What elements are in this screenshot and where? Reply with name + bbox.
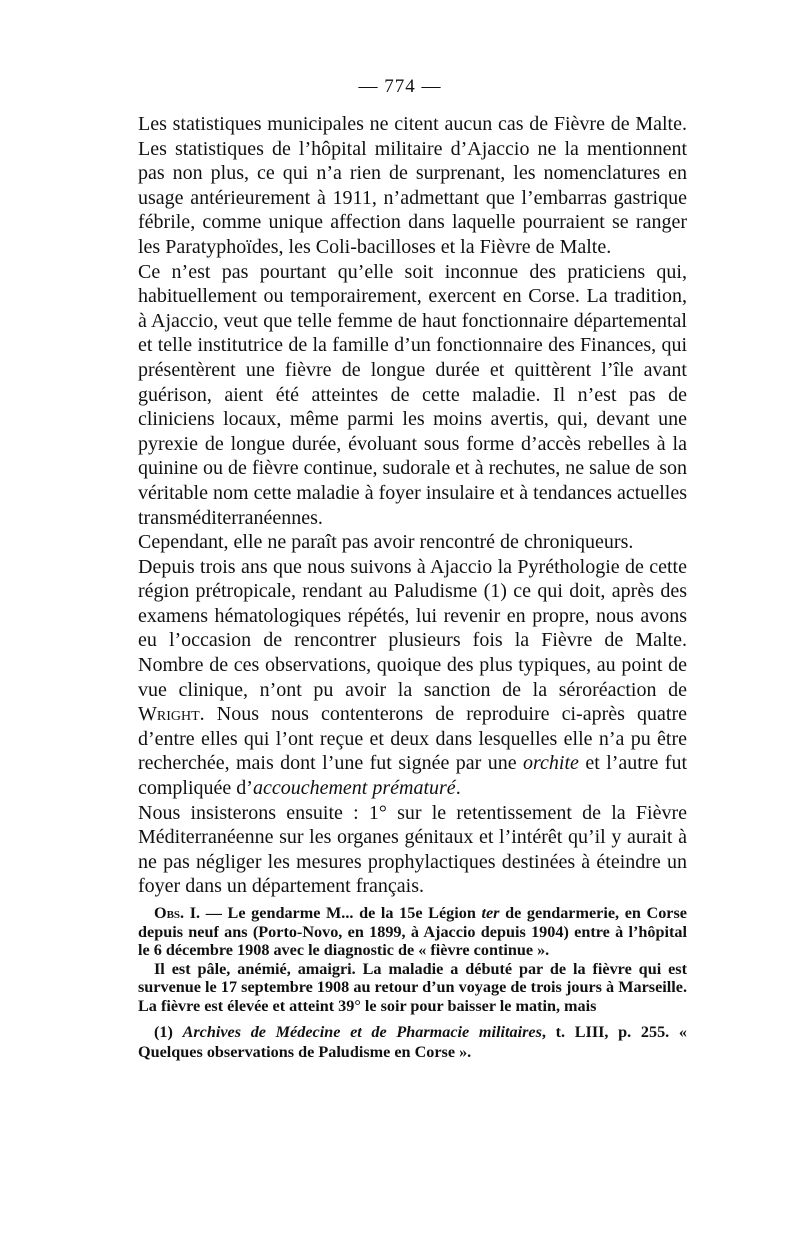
observation-label: Obs. I.: [154, 904, 201, 922]
observation-line-1: [138, 904, 687, 960]
page-number: — 774 —: [358, 76, 442, 97]
observation-line-2: Il est pâle, anémié, amaigri. La maladie a débuté par de la fièvre qui est survenue le 17 septembre 1908 au retour d’un voyage de trois jours à Marseille. La fièvre est élevée et atteint 39° le soir pour baisser le matin, mais: [138, 959, 687, 1015]
observation-text-b: de gendarmerie, en Corse depuis neuf ans (Porto-Novo, en 1899, à Ajaccio depuis 1904) entre à l’hôpital le 6 décembre 1908 avec le diagnostic de « fièvre continue ».: [138, 904, 687, 960]
paragraph-2: Ce n’est pas pourtant qu’elle soit inconnue des praticiens qui, habituellement ou temporairement, exercent en Corse. La tradition, à Ajaccio, veut que telle femme de haut fonctionnaire départemental et telle institutrice de la famille d’un fonctionnaire des Finances, qui présentèrent une fièvre de longue durée et quittèrent l’île avant guérison, aient été atteintes de cette maladie. Il n’est pas de cliniciens locaux, même parmi les moins avertis, qui, devant une pyrexie de longue durée, évoluant sous forme d’accès rebelles à la quinine ou de fièvre continue, sudorale et à rechutes, ne salue de son véritable nom cette maladie à foyer insulaire et à tendances actuelles transméditerranéennes.: [138, 260, 687, 529]
footnote-rest: , t. LIII, p. 255. « Quelques observations de Paludisme en Corse ».: [138, 1023, 687, 1061]
paragraph-4-part-b: . Nous nous contenterons de reproduire ci-après quatre d’entre elles qui l’ont reçue et deux dans lesquelles elle n’a pu être recherchée, mais dont l’une fut signée par une: [138, 703, 687, 775]
footnote-number: (1): [154, 1023, 183, 1041]
author-name: Wright: [138, 703, 200, 726]
footnote: [138, 1022, 687, 1062]
paragraph-4-part-c: et l’autre fut compliquée d’: [138, 752, 688, 800]
paragraph-3: Cependant, elle ne paraît pas avoir rencontré de chroniqueurs.: [138, 531, 634, 554]
italic-ter: ter: [481, 904, 500, 922]
observation-text-a: — Le gendarme M... de la 15e Légion: [200, 904, 482, 922]
paragraph-5: Nous insisterons ensuite : 1° sur le retentissement de la Fièvre Méditerranéenne sur les organes génitaux et l’intérêt qu’il y aurait à ne pas négliger les mesures prophylactiques destinées à éteindre un foyer dans un département français.: [138, 801, 687, 898]
observation-block: [138, 904, 687, 1016]
paragraph-4: [138, 555, 687, 801]
italic-accouchement: accouchement prématuré: [252, 777, 456, 800]
paragraph-4-part-a: Depuis trois ans que nous suivons à Ajaccio la Pyréthologie de cette région prétropicale, rendant au Paludisme (1) ce qui doit, après des examens hématologiques répétés, lui revenir en propre, nous avons eu l’occasion de rencontrer plusieurs fois la Fièvre de Malte. Nombre de ces observations, quoique des plus typiques, au point de vue clinique, n’ont pu avoir la sanction de la séroréaction de: [138, 555, 687, 701]
footnote-text: [138, 1022, 687, 1062]
paragraph-1: Les statistiques municipales ne citent aucun cas de Fièvre de Malte. Les statistiques de l’hôpital militaire d’Ajaccio ne la mentionnent pas non plus, ce qui n’a rien de surprenant, les nomenclatures en usage antérieurement à 1911, n’admettant que l’embarras gastrique fébrile, comme unique affection dans laquelle pourraient se ranger les Paratyphoïdes, les Coli-bacilloses et la Fièvre de Malte.: [138, 113, 687, 258]
italic-orchite: orchite: [523, 752, 579, 775]
paragraph-4-part-d: .: [455, 777, 461, 800]
main-text: [138, 112, 687, 899]
footnote-title: Archives de Médecine et de Pharmacie militaires: [182, 1023, 542, 1041]
